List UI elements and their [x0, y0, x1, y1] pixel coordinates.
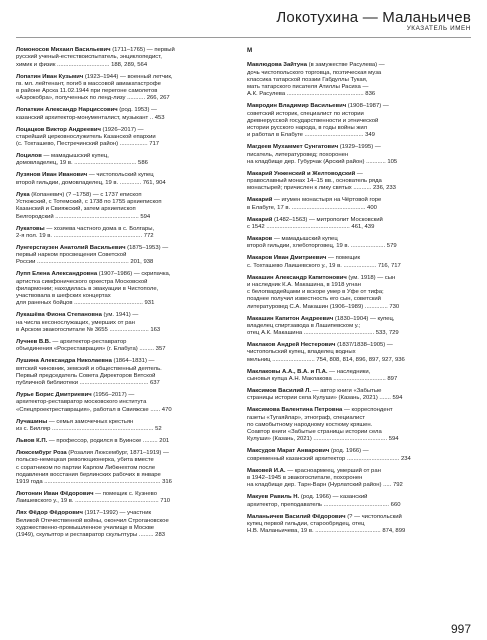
index-entry-line: филармонии; находилась в эвакуации в Чистополе,: [16, 285, 159, 292]
index-entry-headline: Маклаковы А.А., В.А. и П.А. — наследники,: [247, 368, 371, 375]
index-entry-line: сыновья купца А.Н. Маклакова ................................ 897: [247, 376, 398, 383]
index-entry-line: Лаишевского у., 19 в. ................................................... 710: [16, 498, 171, 505]
index-entry-line: Белгородский ................................................... 594: [16, 213, 151, 220]
index-entry-line: для раненых бойцов .......................................... 931: [16, 300, 155, 307]
index-entry: [247, 514, 473, 536]
index-entry: [247, 62, 473, 98]
index-entry: [16, 312, 242, 334]
index-entry-line: участвовала в шефских концертах: [16, 293, 111, 300]
index-entry-line: писатель, литературовед; похоронен: [247, 151, 349, 158]
index-entry-line: 1919 года ....................................................................... 316: [16, 479, 172, 485]
index-entry-headline: Макашин Александр Капитонович (ум. 1918) — сын: [247, 274, 396, 281]
index-entry-headline: Макаров Иван Дмитриевич — помещик: [247, 255, 361, 262]
index-entry: [16, 339, 242, 354]
index-entry-line: страницы истории села Кулуши» (Казань, 2021) ....... 594: [247, 395, 403, 402]
index-entry-line: купец первой гильдии, старообрядец, отец: [247, 520, 365, 527]
index-entry-headline: Лоцилов — мамадышский купец,: [16, 153, 109, 160]
index-entry-line: и работал в Елабуге .................................... 349: [247, 132, 375, 139]
running-header-title: Локотухина — Маланьичев: [276, 9, 471, 26]
index-entry-headline: Макарий Унженский и Желтоводский —: [247, 170, 363, 177]
index-entry-line: гв. мл. лейтенант, погиб в массовой авиакатастрофе: [16, 80, 161, 87]
index-section-letter: М: [247, 47, 253, 54]
index-entry: [16, 192, 242, 221]
index-entry-line: объединения «Росреставрация» (г. Елабуга) ......... 357: [16, 346, 166, 353]
index-entry-headline: Лукашёва Фиона Степановна (ум. 1941) —: [16, 312, 139, 319]
index-entry: [247, 316, 473, 338]
index-entry-line: Кулуши» (Казань, 2021) ............................................. 594: [247, 436, 399, 443]
index-entry-headline: Маланьичев Василий Фёдорович (? — чистопольский: [247, 513, 402, 520]
index-entry-headline: Лях Фёдор Фёдорович (1917–1992) — участник: [16, 510, 152, 517]
index-entry: [16, 172, 242, 187]
index-entry-line: подавления восстания берлинских рабочих в январе: [16, 471, 161, 478]
index-entry-headline: Лузянов Иван Иванович — чистопольский купец: [16, 172, 154, 179]
index-entry: [16, 491, 242, 506]
index-entry-line: в 1942–1945 в эвакогоспитале, похоронен: [247, 474, 363, 481]
index-entry-line: художественно-промышленное училище в Москве: [16, 524, 155, 531]
index-entry-headline: Маклаков Андрей Нестерович (1837/1838–1905) —: [247, 342, 393, 349]
index-entry: [247, 342, 473, 364]
index-entry-line: по самобытному народному костюму кряшен.: [247, 421, 373, 428]
index-entry: [16, 438, 242, 445]
index-entry-line: казанский архитектор-монументалист, музыкант .. 453: [16, 114, 165, 121]
index-entry-line: дочь чистопольского торговца, поэтическая муза: [247, 69, 382, 76]
index-entry: [247, 197, 473, 212]
index-entry-line: польско-немецкая революционерка, убита вместе: [16, 457, 154, 464]
index-entry: [247, 369, 473, 384]
index-entry-headline: Лурье Борис Дмитриевич (1956–2017) —: [16, 392, 135, 399]
index-entry: [16, 358, 242, 387]
index-entry-line: позднее получил известность его сын, советский: [247, 296, 381, 303]
index-entry-line: православный монах 14–15 вв., основатель ряда: [247, 178, 382, 185]
index-entry-line: с. Тохташево Лаишевского у., 19 в. .................... 716, 717: [247, 262, 401, 269]
index-entry: [247, 144, 473, 166]
index-entry: [247, 388, 473, 403]
index-entry-line: вятский чиновник, земский и общественный деятель.: [16, 365, 162, 372]
index-entry: [247, 448, 473, 463]
page-number: 997: [450, 622, 471, 636]
index-entry-line: Н.В. Маланьичева, 19 в. ........................................ 874, 899: [247, 528, 406, 535]
index-entry-headline: Маковей И.А. — красноармеец, умерший от ран: [247, 467, 381, 474]
index-entry-line: в Арском эвакогоспитале № 3655 ........................ 163: [16, 326, 161, 333]
index-entry-headline: Макашин Капитон Андреевич (1830–1904) — купец,: [247, 315, 395, 322]
index-entry-line: «Спецпроектреставрация», работал в Свияжске ...... 470: [16, 406, 172, 413]
index-entry-line: с 1542 ................................................... 461, 439: [247, 223, 375, 230]
index-entry-line: монастырей; причислен к лику святых ........... 236, 233: [247, 185, 396, 192]
index-entry-headline: Лопаткин Александр Нарциссович (род. 1953) —: [16, 107, 157, 114]
index-entry-line: домовладелец, 19 в. ...................................... 586: [16, 160, 148, 167]
index-entry: [16, 47, 242, 69]
index-entry-headline: Лунгерсгаузен Анатолий Васильевич (1875–1953) —: [16, 244, 169, 251]
index-entry-line: истории русского народа, в годы войны жил: [247, 125, 368, 132]
index-entry-line: классика татарской поэзии Габдуллы Тукая,: [247, 76, 368, 83]
running-header-subtitle: УКАЗАТЕЛЬ ИМЕН: [406, 25, 471, 32]
index-entry-headline: Лютонин Иван Фёдорович — помещик с. Кузнево: [16, 491, 158, 498]
index-entry-headline: Магдеев Мухаммет Сунгатович (1929–1995) —: [247, 144, 381, 151]
index-entry-line: А.К. Расулева ............................................... 836: [247, 91, 376, 98]
index-entry: [247, 275, 473, 311]
index-entry-line: архитектор-реставратор московского института: [16, 399, 147, 406]
index-entry: [16, 107, 242, 122]
index-entry-line: советский историк, специалист по истории: [247, 110, 364, 117]
index-entry: [247, 103, 473, 139]
index-entry-headline: Лоцацков Виктор Андреевич (1926–2017) —: [16, 126, 144, 133]
index-entry-headline: Лушина Александра Николаевна (1864–1831) —: [16, 358, 155, 365]
index-entry-line: архитектор, преподаватель ........................................ 660: [247, 501, 401, 508]
index-entry: [247, 255, 473, 270]
index-entry: [16, 153, 242, 168]
index-entry-line: древнерусской государственности и этнической: [247, 117, 379, 124]
index-entry: [16, 127, 242, 149]
index-entry-line: в районе Арска 11.02.1944 при перегоне самолетов: [16, 88, 158, 95]
index-entry-headline: Макарий (1482–1563) — митрополит Московский: [247, 216, 383, 223]
index-entry-headline: Лучнев В.В. — архитектор-реставратор: [16, 339, 127, 346]
index-entry-line: и наследник К.А. Макашина, в 1918 угнан: [247, 281, 361, 288]
index-entry-headline: Максимов Василий Л. — автор книги «Забытые: [247, 388, 382, 395]
index-entry-line: первый нарком просвещения Советской: [16, 252, 127, 259]
header-rule: [16, 37, 471, 38]
index-entry-line: Первый председатель Совета Директоров Вятской: [16, 372, 156, 379]
index-entry: [247, 407, 473, 443]
index-entry-line: с соратником по партии Карлом Либкнехтом после: [16, 464, 156, 471]
index-column-left: [16, 47, 242, 544]
index-entry-line: русский ученый-естествоиспытатель, энциклопедист,: [16, 54, 162, 61]
index-entry-headline: Лопатин Иван Кузьмич (1923–1944) — военный летчик,: [16, 73, 173, 80]
index-entry-line: Устюжский, с Тотемский, с 1738 по 1755 архиепископ: [16, 199, 162, 206]
index-entry-line: газеты «Тугаяйлар», этнограф, специалист: [247, 414, 365, 421]
index-entry-headline: Макарий — игумен монастыря на Чёртовой горе: [247, 197, 382, 204]
index-entry-line: старейший церковнослужитель Казанской епархии: [16, 133, 156, 140]
index-entry-headline: Мавлюдова Зайтуна (в замужестве Расулева) —: [247, 62, 385, 69]
running-header: [276, 9, 471, 32]
index-entry-line: 2-я пол. 19 в. ...................................................... 772: [16, 232, 154, 239]
index-entry: [16, 450, 242, 486]
index-entry-line: с белогвардейцами и вскоре умер в Уфе от тифа;: [247, 289, 384, 296]
index-entry: [16, 510, 242, 539]
index-entry: [16, 245, 242, 267]
index-entry-line: химик и физик ................................ 188, 289, 564: [16, 61, 148, 68]
index-entry: [16, 392, 242, 414]
index-entry-headline: Максудов Марат Анварович (род. 1966) —: [247, 448, 369, 455]
index-entry-line: Казанский и Свияжский, затем архиепископ: [16, 206, 136, 213]
index-entry-line: современный казанский архитектор ................................ 234: [247, 455, 411, 462]
index-entry-headline: Лука (Копаневич) (? –1758) — с 1737 епископ: [16, 191, 142, 198]
index-entry-line: литературовед С.А. Макашин (1906–1989) .............. 730: [247, 303, 400, 310]
index-entry: [247, 236, 473, 251]
index-entry-line: из с. Билляр .............................................................. 52: [16, 425, 162, 432]
index-entry-line: в Елабуге, 17 в. ............................................. 400: [247, 204, 377, 211]
index-entry-headline: Люксембург Роза (Розалия Люксембург, 1871–1919) —: [16, 450, 169, 456]
index-entry: [16, 419, 242, 434]
index-entry-headline: Макаров — мамадышский купец: [247, 236, 338, 243]
index-entry: [16, 226, 242, 241]
index-entry-line: артистка симфонического оркестра Московской: [16, 278, 148, 285]
index-entry: [247, 171, 473, 193]
index-entry-line: на кладбище дер. Губурчак (Арский район) ............ 105: [247, 158, 398, 165]
index-entry-headline: Лупп Елена Александровна (1907–1986) — скрипачка,: [16, 271, 171, 278]
index-entry-line: отец А.К. Макашина ........................................... 533, 729: [247, 330, 399, 337]
index-entry-line: владелец спиртзавода в Лашипевском у.;: [247, 322, 361, 329]
index-entry-headline: Львов К.П. — профессор, родился в Буинске ......... 201: [16, 437, 170, 444]
index-entry: [247, 494, 473, 509]
index-entry: [16, 271, 242, 307]
index-entry-line: на числа кесонослужащих, умерших от ран: [16, 319, 135, 326]
index-entry-line: (с. Тохташево, Пестречинский район) ................. 717: [16, 141, 160, 148]
index-entry-headline: Максимова Валентина Петровна — корреспондент: [247, 407, 393, 414]
index-entry-line: Соавтор книги «Забытые страницы истории села: [247, 429, 382, 436]
index-entry: [247, 217, 473, 232]
index-entry-line: чистопольский купец, владелец водных: [247, 349, 356, 356]
index-entry-headline: Ломоносов Михаил Васильевич (1711–1765) — первый: [16, 47, 175, 53]
index-entry-line: публичной библиотеки .......................................... 637: [16, 380, 160, 387]
index-entry-line: (1949), скульптор и реставратор скульптуры ......... 283: [16, 532, 166, 539]
index-entry-headline: Лучашины — семья замочечных крестьян: [16, 418, 134, 425]
index-entry-line: второй гильдии, домовладелец, 19 в. ............. 761, 904: [16, 179, 166, 186]
index-entry-line: мельниц .......................... 754, 808, 814, 896, 897, 927, 936: [247, 356, 405, 363]
index-entry: [16, 74, 242, 103]
index-entry-headline: Макуев Равиль Н. (род. 1966) — казанский: [247, 494, 368, 501]
index-entry-line: на кладбище дер. Тарн-Варн (Нурлатский район) ..... 792: [247, 482, 403, 489]
index-entry-line: второй гильдии, хлеботорговец, 19 в. ..................... 579: [247, 243, 397, 250]
index-entry: [247, 468, 473, 490]
index-entry-headline: Мавродин Владимир Васильевич (1908–1987) —: [247, 103, 389, 110]
index-column-right: [247, 47, 473, 540]
index-entry-line: России ........................................................ 201, 938: [16, 259, 154, 266]
index-entry-headline: Лукатовы — хозяева частного дома в с. Болгары,: [16, 225, 155, 232]
index-entry-line: мать татарского писателя Атиллы Расиха —: [247, 84, 369, 90]
index-entry-line: «Аэрокобра», полученных по ленд-лизу ........... 266, 267: [16, 95, 170, 102]
index-entry-line: Великой Отечественной войны, окончил Строгановское: [16, 517, 169, 524]
